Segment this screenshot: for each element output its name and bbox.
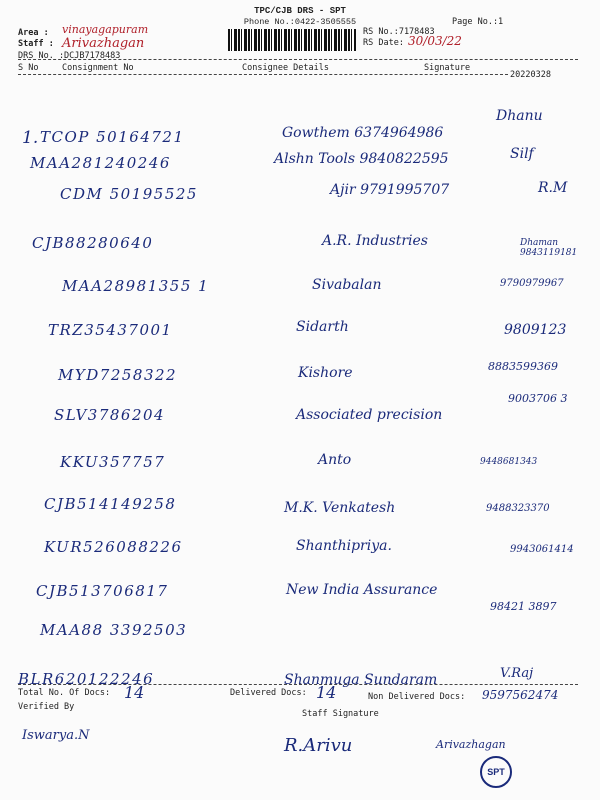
column-consignee: Consignee Details bbox=[242, 63, 329, 73]
row-1-consignment: TCOP 50164721 bbox=[40, 128, 185, 146]
footer-rule bbox=[18, 684, 578, 685]
row-14-signature: V.Raj bbox=[500, 666, 534, 681]
verified-by-label: Verified By bbox=[18, 702, 75, 712]
row-4-signature: Dhaman 9843119181 bbox=[520, 238, 578, 258]
total-docs-label: Total No. Of Docs: bbox=[18, 688, 111, 698]
row-5-consignment: MAA28981355 1 bbox=[62, 277, 210, 295]
staff-signature-label: Staff Signature bbox=[302, 709, 379, 719]
row-9-signature: 9448681343 bbox=[480, 457, 538, 467]
row-6-consignment: TRZ35437001 bbox=[48, 321, 173, 339]
row-10-consignee: M.K. Venkatesh bbox=[284, 500, 396, 516]
row-3-consignment: CDM 50195525 bbox=[60, 185, 198, 203]
row-8-consignee: Associated precision bbox=[296, 407, 443, 423]
verified-by-value: Iswarya.N bbox=[22, 728, 90, 743]
row-8-signature: 9003706 3 bbox=[508, 392, 568, 405]
spt-stamp-icon: SPT bbox=[480, 756, 512, 788]
row-11-consignment: KUR526088226 bbox=[44, 538, 183, 556]
row-10-consignment: CJB514149258 bbox=[44, 495, 177, 513]
row-7-consignment: MYD7258322 bbox=[58, 366, 178, 384]
header-rule-top bbox=[18, 59, 578, 60]
row-5-consignee: Sivabalan bbox=[312, 277, 382, 293]
staff-signature-value: R.Arivu bbox=[284, 735, 353, 756]
row-11-consignee: Shanthipriya. bbox=[296, 538, 392, 554]
rs-number: RS No.:7178483 bbox=[363, 27, 435, 37]
row-8-consignment: SLV3786204 bbox=[54, 406, 166, 424]
row-5-signature: 9790979967 bbox=[500, 278, 564, 289]
total-docs-value: 14 bbox=[124, 683, 145, 702]
column-consignment: Consignment No bbox=[62, 63, 134, 73]
non-delivered-docs-value: 9597562474 bbox=[482, 688, 559, 702]
row-9-consignee: Anto bbox=[318, 452, 352, 468]
row-12-consignment: CJB513706817 bbox=[36, 582, 169, 600]
delivered-docs-label: Delivered Docs: bbox=[230, 688, 307, 698]
staff-label: Staff : bbox=[18, 39, 54, 49]
barcode-icon bbox=[228, 29, 356, 51]
row-12-signature: 98421 3897 bbox=[490, 600, 557, 613]
date-code: 20220328 bbox=[510, 70, 551, 80]
staff-value: Arivazhagan bbox=[62, 36, 145, 51]
row-13-consignment: MAA88 3392503 bbox=[40, 621, 188, 639]
row-6-consignee: Sidarth bbox=[296, 319, 349, 335]
row-1-consignee: Gowthem 6374964986 bbox=[282, 125, 444, 141]
stamp-signature: Arivazhagan bbox=[436, 738, 506, 751]
column-sno: S No bbox=[18, 63, 39, 73]
area-value: vinayagapuram bbox=[62, 23, 149, 36]
row-14-consignee: Shanmuga Sundaram bbox=[284, 672, 438, 688]
row-2-consignment: MAA281240246 bbox=[30, 154, 171, 172]
row-3-signature: R.M bbox=[538, 180, 568, 196]
row-6-signature: 9809123 bbox=[504, 322, 567, 338]
document-title: TPC/CJB DRS - SPT bbox=[254, 6, 346, 16]
row-1-sno: 1. bbox=[22, 128, 39, 148]
row-1-signature: Dhanu bbox=[496, 108, 543, 124]
row-11-signature: 9943061414 bbox=[510, 544, 574, 555]
row-4-consignment: CJB88280640 bbox=[32, 234, 154, 252]
column-signature: Signature bbox=[424, 63, 471, 73]
header-rule-bottom bbox=[18, 74, 508, 75]
row-7-signature: 8883599369 bbox=[488, 360, 558, 373]
area-label: Area : bbox=[18, 28, 49, 38]
row-2-consignee: Alshn Tools 9840822595 bbox=[274, 151, 449, 167]
row-10-signature: 9488323370 bbox=[486, 503, 550, 514]
row-12-consignee: New India Assurance bbox=[286, 582, 438, 598]
row-14-consignment: BLR620122246 bbox=[18, 670, 155, 688]
row-3-consignee: Ajir 9791995707 bbox=[330, 182, 450, 198]
non-delivered-docs-label: Non Delivered Docs: bbox=[368, 692, 466, 702]
phone-number: Phone No.:0422-3505555 bbox=[243, 17, 357, 27]
row-4-consignee: A.R. Industries bbox=[322, 233, 428, 249]
row-9-consignment: KKU357757 bbox=[60, 453, 166, 471]
drs-number: DRS No. :DCJB7178483 bbox=[18, 51, 121, 61]
row-7-consignee: Kishore bbox=[298, 365, 353, 381]
rs-date-value: 30/03/22 bbox=[408, 34, 462, 48]
page-number: Page No.:1 bbox=[452, 17, 504, 27]
delivered-docs-value: 14 bbox=[316, 683, 337, 702]
rs-date-label: RS Date: bbox=[363, 38, 404, 48]
row-2-signature: Silf bbox=[510, 146, 534, 162]
